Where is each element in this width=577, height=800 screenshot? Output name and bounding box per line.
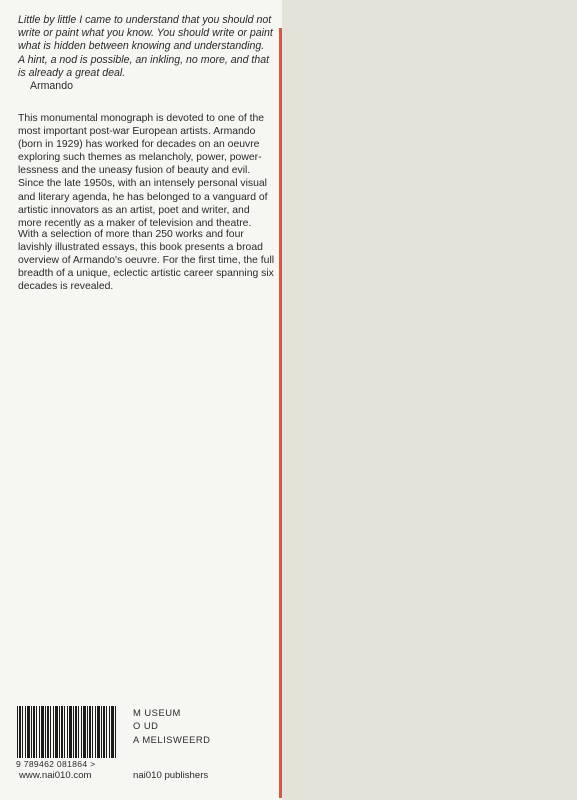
quote-author: Armando	[30, 80, 73, 92]
museum-logo-line-3: A MELISWEERD	[133, 733, 211, 745]
cover-plain-area	[282, 0, 577, 800]
barcode	[17, 706, 117, 758]
museum-logo	[133, 706, 210, 746]
description-paragraph-2: With a selection of more than 250 works and four lavishly illustrated essays, this book presents a broad overview of Armando's oeuvre. For the first time, the full breadth of a unique, eclectic artistic career spanning six decades is revealed.	[18, 229, 275, 293]
publisher-website: www.nai010.com	[19, 770, 92, 781]
red-divider-line	[279, 28, 282, 798]
museum-logo-line-2: O UD	[133, 720, 159, 732]
publisher-name: nai010 publishers	[133, 770, 209, 781]
quote-text: Little by little I came to understand that you should not write or paint what you know. You should write or paint what is hidden between knowing and understanding. A hint, a nod is possible, an inkling, no more, and that is already a great deal.	[18, 14, 273, 79]
description-paragraph-1: This monumental monograph is devoted to one of the most important post-war European artists. Armando (born in 1929) has worked for decades on an oeuvre exploring such themes as melancholy, power, power-lessness and the uneasy fusion of beauty and evil. Since the late 1950s, with an intensely personal visual and literary agenda, he has belonged to a vanguard of artistic innovators as an artist, poet and writer, and more recently as a maker of television and theatre.	[18, 113, 268, 229]
museum-logo-line-1: M USEUM	[133, 707, 181, 718]
isbn-number: 9 789462 081864 >	[16, 759, 96, 769]
